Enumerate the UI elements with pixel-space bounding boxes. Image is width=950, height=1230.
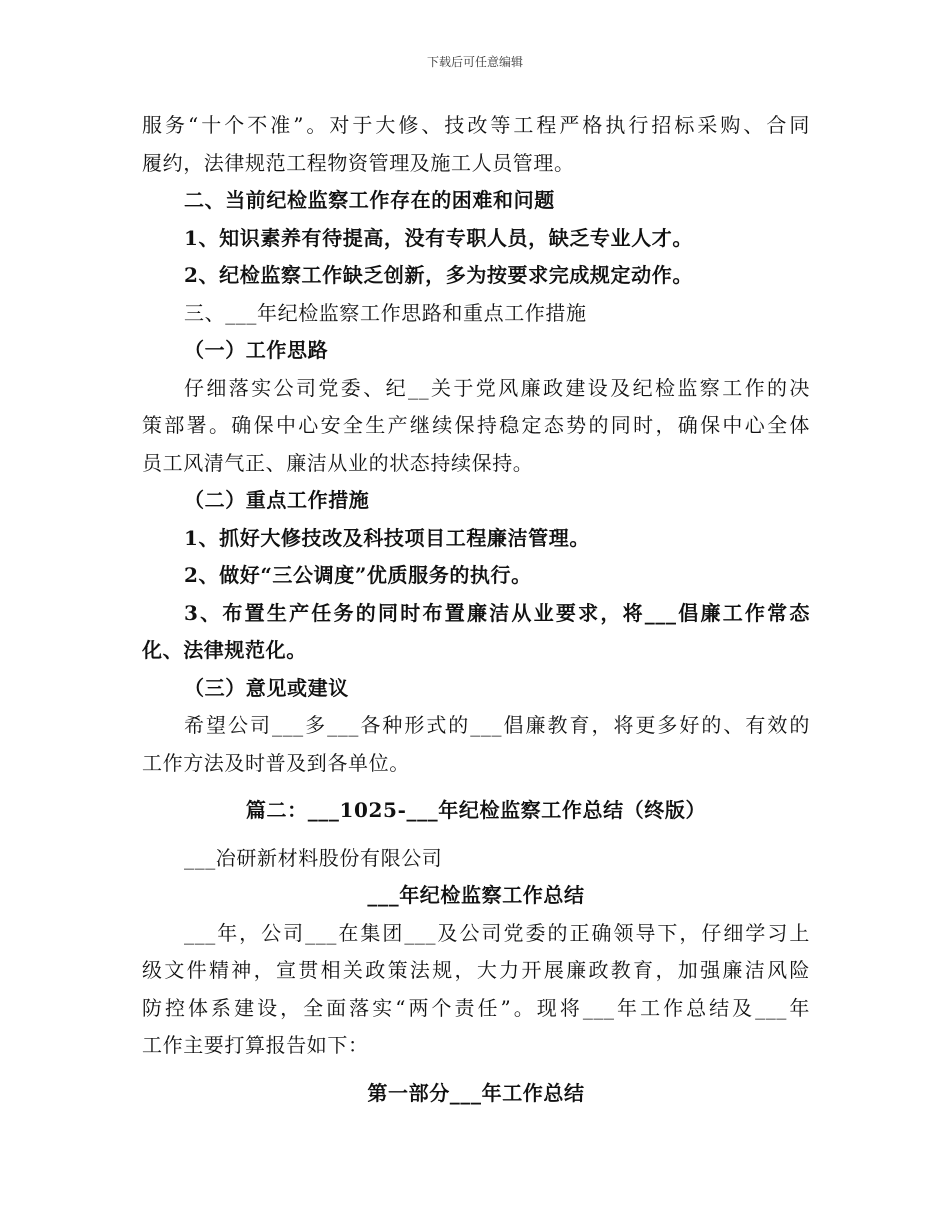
list-item: 3、布置生产任务的同时布置廉洁从业要求，将___倡廉工作常态 [184,600,810,625]
paragraph-line: 策部署。确保中心安全生产继续保持稳定态势的同时，确保中心全体 [142,413,810,437]
paragraph-line: 仔细落实公司党委、纪__关于党风廉政建设及纪检监察工作的决 [184,375,810,400]
company-name: ___冶研新材料股份有限公司 [184,845,443,870]
paragraph-line: 履约，法律规范工程物资管理及施工人员管理。 [142,150,575,175]
subheading-suggestions: （三）意见或建议 [184,675,349,700]
part-title: 第一部分___年工作总结 [367,1080,585,1105]
section-heading-2: 二、当前纪检监察工作存在的困难和问题 [184,188,555,212]
subheading-key-measures: （二）重点工作措施 [184,488,370,512]
paragraph-line: 工作主要打算报告如下： [142,1033,369,1057]
paragraph-line: ___年，公司___在集团___及公司党委的正确领导下，仔细学习上 [184,920,810,945]
paragraph-line: 工作方法及时普及到各单位。 [142,750,410,775]
section-heading-3: 三、___年纪检监察工作思路和重点工作措施 [184,300,587,325]
list-item: 2、纪检监察工作缺乏创新，多为按要求完成规定动作。 [184,263,693,287]
paragraph-line: 防控体系建设，全面落实“两个责任”。现将___年工作总结及___年 [142,995,810,1020]
paragraph-line: 服务“十个不准”。对于大修、技改等工程严格执行招标采购、合同 [142,113,810,137]
spacer [142,782,810,792]
list-item: 1、知识素养有待提高，没有专职人员，缺乏专业人才。 [184,225,693,250]
chapter-title: 篇二：___1025-___年纪检监察工作总结（终版） [245,798,707,822]
list-item-continued: 化、法律规范化。 [142,638,307,662]
list-item: 2、做好“三公调度”优质服务的执行。 [184,563,532,587]
page-header-note: 下载后可任意编辑 [426,55,523,69]
report-title: ___年纪检监察工作总结 [367,883,585,907]
spacer [142,830,810,840]
spacer [142,1065,810,1075]
document-body [142,107,810,1112]
paragraph-line: 员工风清气正、廉洁从业的状态持续保持。 [142,450,534,475]
list-item: 1、抓好大修技改及科技项目工程廉洁管理。 [184,525,590,550]
subheading-work-ideas: （一）工作思路 [184,338,329,362]
paragraph-line: 希望公司___多___各种形式的___倡廉教育，将更多好的、有效的 [184,713,810,737]
paragraph-line: 级文件精神，宣贯相关政策法规，大力开展廉政教育，加强廉洁风险 [142,958,810,982]
